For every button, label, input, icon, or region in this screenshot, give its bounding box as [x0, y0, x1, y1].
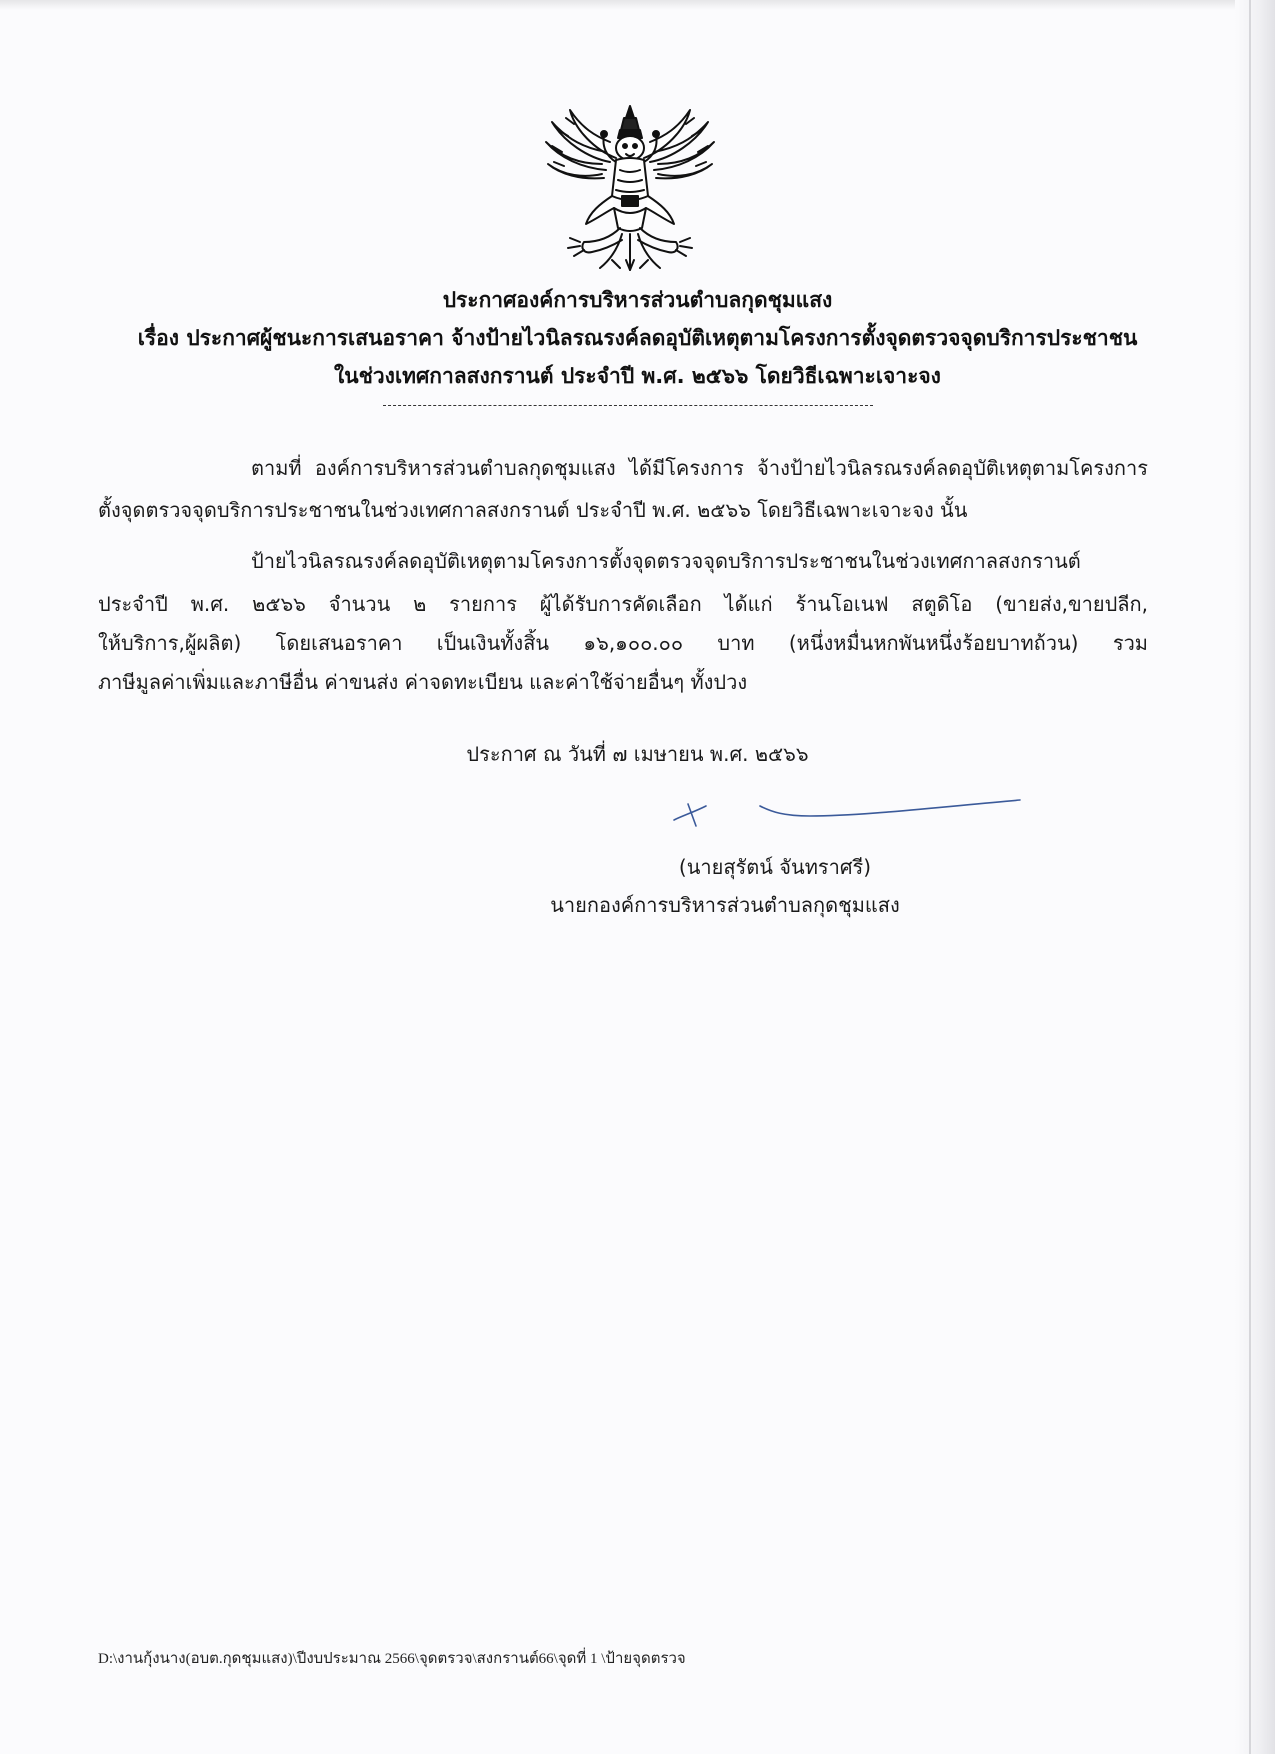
announcement-subject-continued: ในช่วงเทศกาลสงกรานต์ ประจำปี พ.ศ. ๒๕๖๖ โดยวิธีเฉพาะเจาะจง	[334, 364, 941, 388]
announcement-heading: ประกาศองค์การบริหารส่วนตำบลกุดชุมแสง	[442, 288, 833, 312]
paragraph-line: ให้บริการ,ผู้ผลิต) โดยเสนอราคา เป็นเงินทั้งสิ้น ๑๖,๑๐๐.๐๐ บาท (หนึ่งหมื่นหกพันหนึ่งร้อยบาทถ้วน) รวม	[98, 631, 1148, 655]
scan-edge-right	[1235, 0, 1275, 1754]
paragraph-line: ตั้งจุดตรวจจุดบริการประชาชนในช่วงเทศกาลสงกรานต์ ประจำปี พ.ศ. ๒๕๖๖ โดยวิธีเฉพาะเจาะจง นั้น	[98, 498, 968, 522]
scan-edge-top	[0, 0, 1275, 10]
announcement-subject: เรื่อง ประกาศผู้ชนะการเสนอราคา จ้างป้ายไวนิลรณรงค์ลดอุบัติเหตุตามโครงการตั้งจุดตรวจจุดบริการประชาชน	[137, 326, 1138, 350]
heading-divider	[383, 405, 873, 406]
announcement-date: ประกาศ ณ วันที่ ๗ เมษายน พ.ศ. ๒๕๖๖	[466, 742, 809, 766]
signer-position: นายกองค์การบริหารส่วนตำบลกุดชุมแสง	[550, 893, 900, 917]
paragraph-line: ประจำปี พ.ศ. ๒๕๖๖ จำนวน ๒ รายการ ผู้ได้รับการคัดเลือก ได้แก่ ร้านโอเนฟ สตูดิโอ (ขายส่ง,ขายปลีก,	[98, 592, 1148, 616]
paragraph-line: ภาษีมูลค่าเพิ่มและภาษีอื่น ค่าขนส่ง ค่าจดทะเบียน และค่าใช้จ่ายอื่นๆ ทั้งปวง	[98, 670, 748, 694]
signer-name: (นายสุรัตน์ จันทราศรี)	[678, 855, 872, 879]
file-path-footer: D:\งานกุ้งนาง(อบต.กุดชุมแสง)\ปีงบประมาณ 2566\จุดตรวจ\สงกรานต์66\จุดที่ 1 \ป้ายจุดตรวจ	[98, 1651, 686, 1667]
garuda-emblem-icon	[540, 100, 720, 275]
handwritten-signature	[660, 786, 1040, 836]
paragraph-line: ตามที่ องค์การบริหารส่วนตำบลกุดชุมแสง ได้มีโครงการ จ้างป้ายไวนิลรณรงค์ลดอุบัติเหตุตามโครงการ	[251, 456, 1148, 480]
paragraph-line: ป้ายไวนิลรณรงค์ลดอุบัติเหตุตามโครงการตั้งจุดตรวจจุดบริการประชาชนในช่วงเทศกาลสงกรานต์	[251, 549, 1081, 573]
